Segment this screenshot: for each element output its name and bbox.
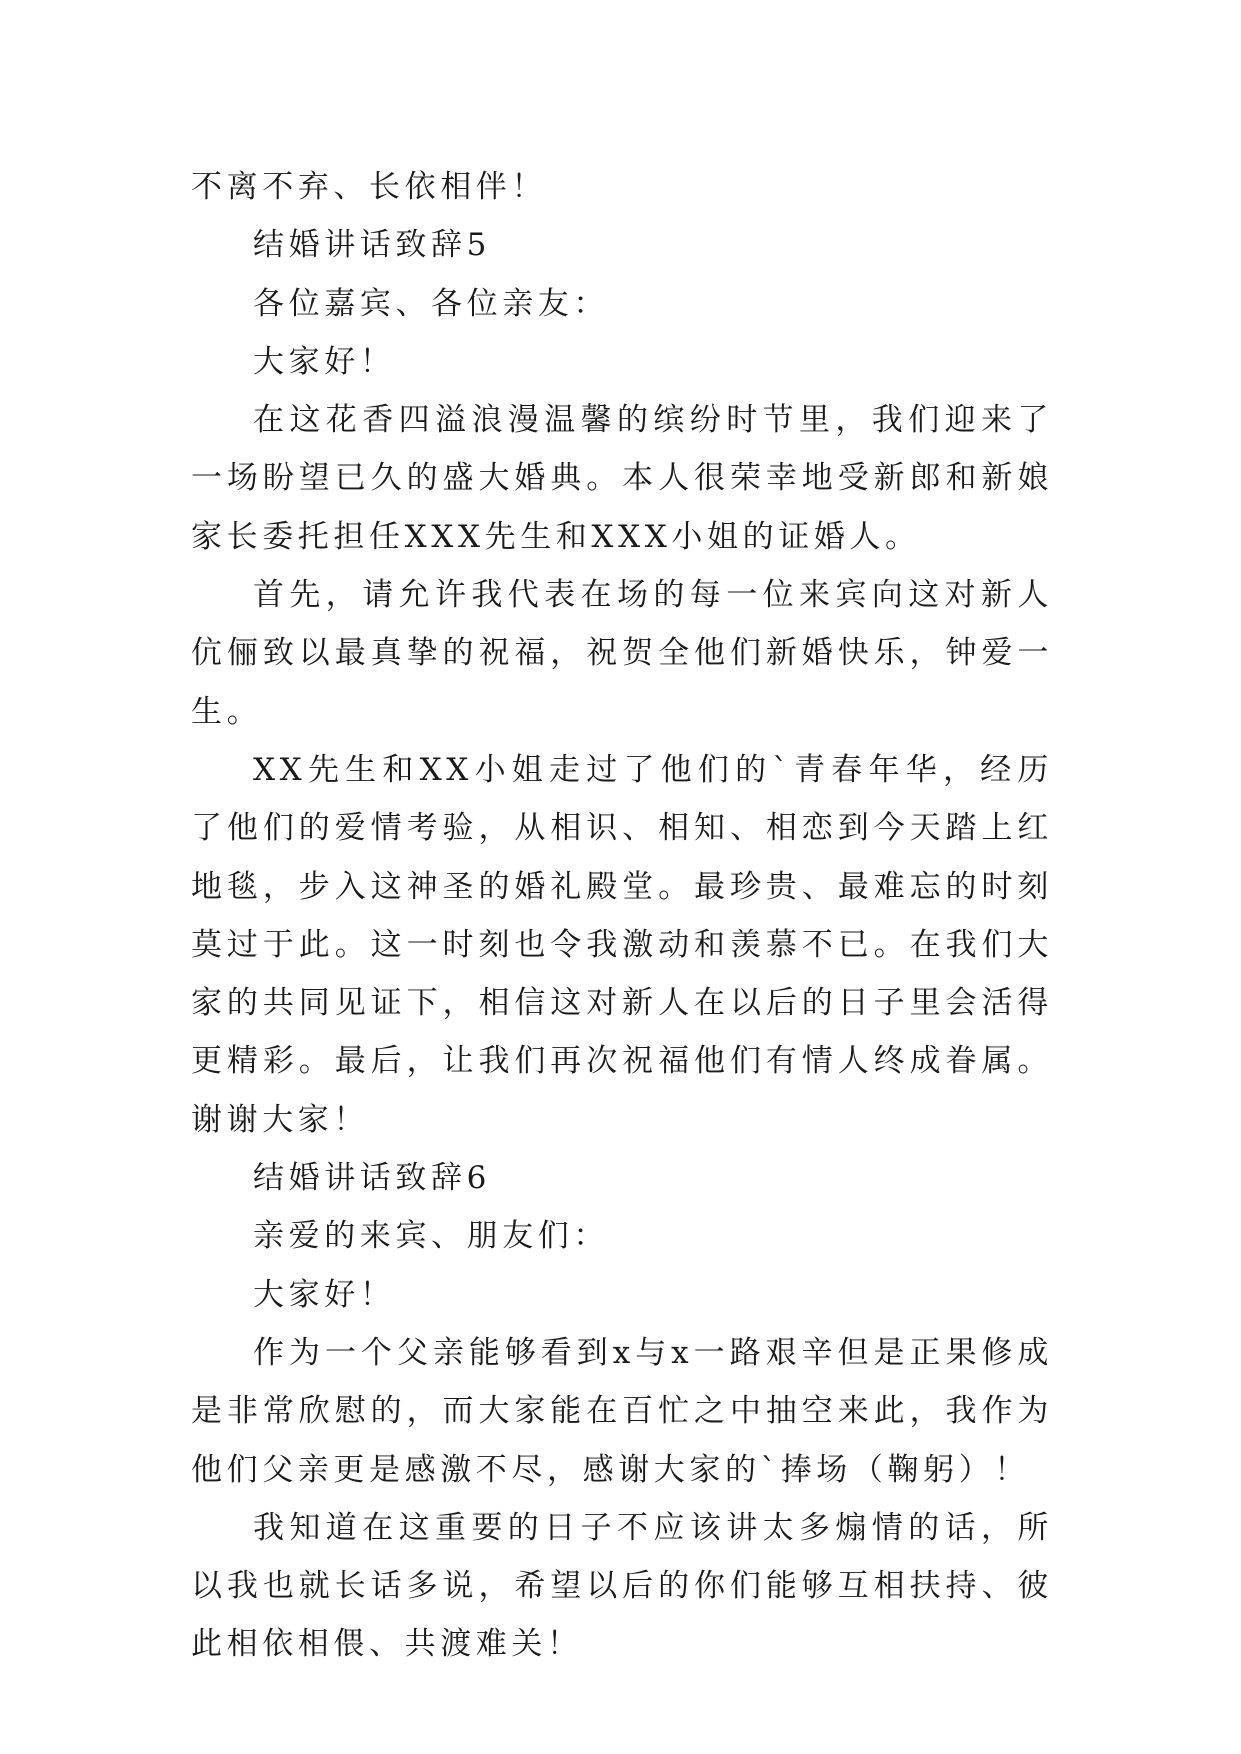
document-body — [191, 158, 1053, 1674]
greeting: 大家好！ — [253, 1276, 396, 1313]
salutation: 各位嘉宾、各位亲友： — [253, 285, 609, 322]
paragraph: 首先，请允许我代表在场的每一位来宾向这对新人伉俪致以最真挚的祝福，祝贺全他们新婚快乐，钟爱一生。 — [191, 577, 1053, 730]
section-heading: 结婚讲话致辞5 — [253, 227, 491, 264]
paragraph: XX先生和XX小姐走过了他们的`青春年华，经历了他们的爱情考验，从相识、相知、相恋到今天踏上红地毯，步入这神圣的婚礼殿堂。最珍贵、最难忘的时刻莫过于此。这一时刻也令我激动和羡慕不已。在我们大家的共同见证下，相信这对新人在以后的日子里会活得更精彩。最后，让我们再次祝福他们有情人终成眷属。谢谢大家！ — [191, 751, 1053, 1138]
salutation: 亲爱的来宾、朋友们： — [253, 1218, 609, 1255]
paragraph: 不离不弃、长依相伴！ — [191, 169, 547, 205]
paragraph: 我知道在这重要的日子不应该讲太多煽情的话，所以我也就长话多说，希望以后的你们能够互相扶持、彼此相依相偎、共渡难关！ — [191, 1509, 1053, 1663]
section-heading: 结婚讲话致辞6 — [253, 1160, 491, 1197]
greeting: 大家好！ — [253, 343, 396, 380]
paragraph: 在这花香四溢浪漫温馨的缤纷时节里，我们迎来了一场盼望已久的盛大婚典。本人很荣幸地受新郎和新娘家长委托担任XXX先生和XXX小姐的证婚人。 — [191, 402, 1053, 555]
paragraph: 作为一个父亲能够看到x与x一路艰辛但是正果修成是非常欣慰的，而大家能在百忙之中抽空来此，我作为他们父亲更是感激不尽，感谢大家的`捧场（鞠躬）！ — [191, 1334, 1053, 1488]
